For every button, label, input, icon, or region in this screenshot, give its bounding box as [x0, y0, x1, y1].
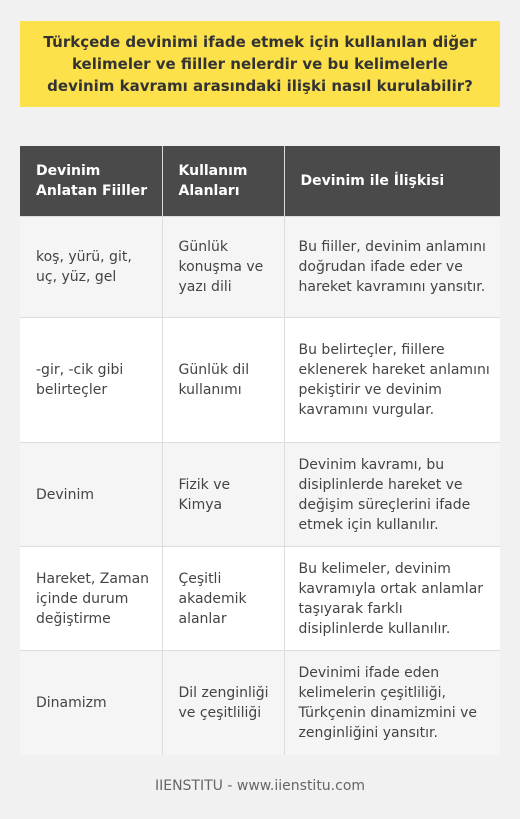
table-cell: Günlük konuşma ve yazı dili — [162, 217, 284, 318]
column-header-usage: Kullanım Alanları — [162, 146, 284, 217]
table-cell: Günlük dil kullanımı — [162, 318, 284, 443]
table-row — [20, 547, 500, 651]
table-cell: Dil zenginliği ve çeşitliliği — [162, 651, 284, 755]
table-row — [20, 443, 500, 547]
column-header-verbs: Devinim Anlatan Fiiller — [20, 146, 162, 217]
table-cell: Hareket, Zaman içinde durum değiştirme — [20, 547, 162, 651]
footer-credit: IIENSTITU - www.iienstitu.com — [154, 778, 366, 794]
table-cell: -gir, -cik gibi belirteçler — [20, 318, 162, 443]
table-cell: Devinim — [20, 443, 162, 547]
page-title: Türkçede devinimi ifade etmek için kullanılan diğer kelimeler ve fiiller nelerdir ve bu kelimelerle devinim kavramı arasındaki ilişki nasıl kurulabilir? — [43, 33, 477, 95]
data-table — [20, 146, 500, 755]
table-row — [20, 651, 500, 755]
table-cell: Devinim kavramı, bu disiplinlerde hareket ve değişim süreçlerini ifade etmek için kullanılır. — [284, 443, 500, 547]
table-cell: Devinimi ifade eden kelimelerin çeşitliliği, Türkçenin dinamizmini ve zenginliğini yansıtır. — [284, 651, 500, 755]
table-cell: Fizik ve Kimya — [162, 443, 284, 547]
table-cell: Bu belirteçler, fiillere eklenerek hareket anlamını pekiştirir ve devinim kavramını vurgular. — [284, 318, 500, 443]
table-cell: koş, yürü, git, uç, yüz, gel — [20, 217, 162, 318]
table-cell: Bu kelimeler, devinim kavramıyla ortak anlamlar taşıyarak farklı disiplinlerde kullanılır. — [284, 547, 500, 651]
table-cell: Çeşitli akademik alanlar — [162, 547, 284, 651]
table-header-row — [20, 146, 500, 217]
table-row — [20, 318, 500, 443]
column-header-relation: Devinim ile İlişkisi — [284, 146, 500, 217]
table-row — [20, 217, 500, 318]
table-cell: Dinamizm — [20, 651, 162, 755]
title-banner — [20, 21, 500, 107]
table-cell: Bu fiiller, devinim anlamını doğrudan ifade eder ve hareket kavramını yansıtır. — [284, 217, 500, 318]
